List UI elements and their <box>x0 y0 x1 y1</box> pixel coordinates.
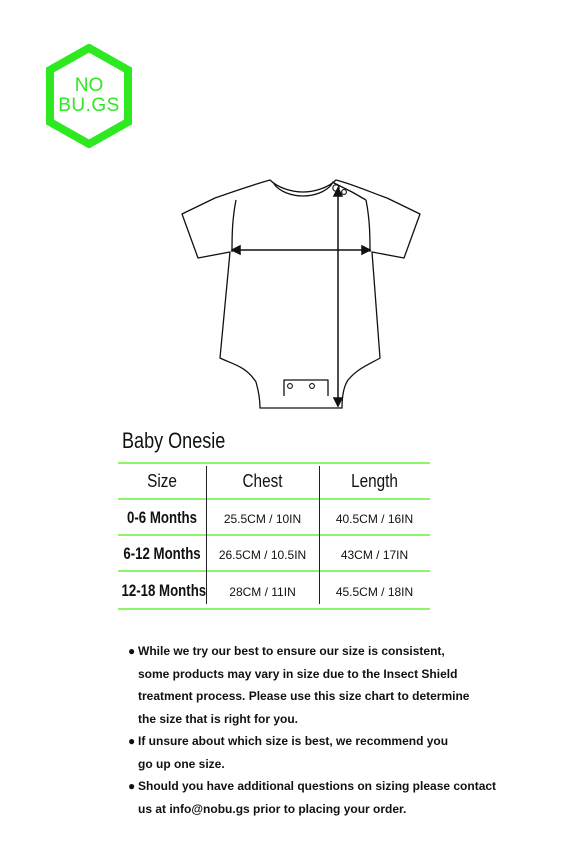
note-line: go up one size. <box>138 756 225 771</box>
table-rule <box>118 462 430 464</box>
note-line: While we try our best to ensure our size is consistent, <box>138 644 445 658</box>
row-length-value: 45.5CM / 18IN <box>335 585 414 599</box>
sizing-notes <box>128 640 548 820</box>
product-title: Baby Onesie <box>122 428 226 453</box>
row-chest-value: 25.5CM / 10IN <box>223 512 302 526</box>
header-length: Length <box>351 471 398 491</box>
row-chest-value: 28CM / 11IN <box>229 585 296 599</box>
brand-logo <box>44 44 134 148</box>
row-size-label: 6-12 Months <box>123 544 201 563</box>
table-rule <box>118 608 430 610</box>
column-divider <box>319 466 320 604</box>
table-rule <box>118 534 430 536</box>
row-chest-value: 26.5CM / 10.5IN <box>218 548 307 562</box>
note-line: us at info@nobu.gs prior to placing your order. <box>138 801 407 816</box>
note-line: Should you have additional questions on sizing please contact <box>138 779 497 793</box>
note-item <box>128 640 548 730</box>
table-rule <box>118 570 430 572</box>
row-size-label: 0-6 Months <box>126 508 197 527</box>
bullet-icon: ● <box>128 734 136 748</box>
note-line: the size that is right for you. <box>138 711 299 726</box>
onesie-diagram <box>170 170 440 420</box>
header-size: Size <box>147 471 177 491</box>
header-chest: Chest <box>242 471 283 491</box>
table-rule <box>118 498 430 500</box>
bullet-icon: ● <box>128 779 136 793</box>
note-item <box>128 775 548 820</box>
row-length-value: 43CM / 17IN <box>340 548 409 562</box>
logo-text-line2: BU.GS <box>58 95 120 116</box>
row-size-label: 12-18 Months <box>121 581 207 600</box>
logo-text-line1: NO <box>74 75 104 96</box>
row-length-value: 40.5CM / 16IN <box>335 512 414 526</box>
note-line: treatment process. Please use this size chart to determine <box>138 689 470 703</box>
note-item <box>128 730 548 775</box>
note-line: If unsure about which size is best, we recommend you <box>138 734 449 748</box>
bullet-icon: ● <box>128 644 136 658</box>
note-line: some products may vary in size due to the Insect Shield <box>138 666 458 681</box>
